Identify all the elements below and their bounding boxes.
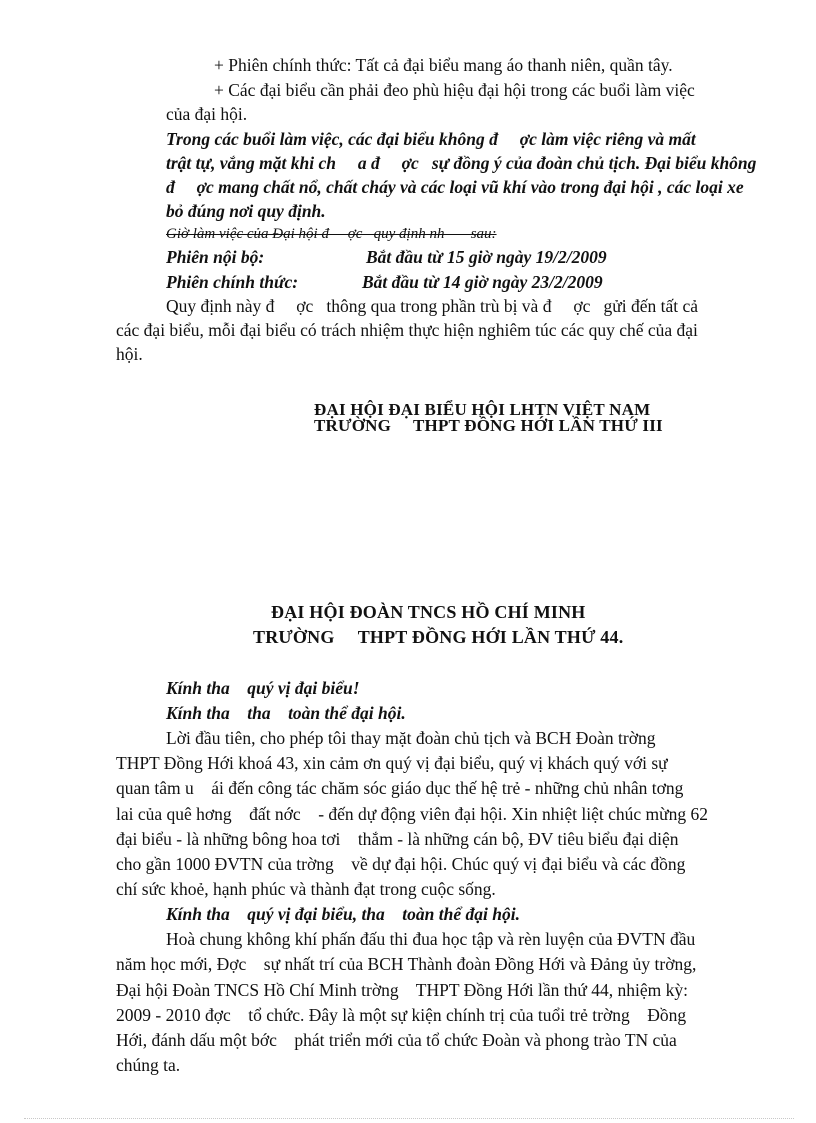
speech-line: 2009 - 2010 đợc tổ chức. Đây là một sự kiện chính trị của tuổi trẻ trờng Đồng — [116, 1005, 687, 1025]
speech-title: ĐẠI HỘI ĐOÀN TNCS HỒ CHÍ MINH — [271, 602, 586, 622]
speech-line: đại biểu - là những bông hoa tơi thắm - là những cán bộ, ĐV tiêu biểu đại diện — [116, 829, 679, 849]
body-line: Quy định này đ ợc thông qua trong phần trù bị và đ ợc gửi đến tất cả — [166, 296, 698, 316]
speech-line: Lời đầu tiên, cho phép tôi thay mặt đoàn chủ tịch và BCH Đoàn trờng — [166, 728, 656, 748]
bullet-line: + Các đại biểu cần phải đeo phù hiệu đại hội trong các buổi làm việc — [214, 80, 695, 100]
signature-title: TRƯỜNG THPT ĐỒNG HỚI LẦN THỨ III — [314, 416, 663, 435]
session-label: Phiên chính thức: — [166, 272, 299, 292]
speech-line: Hoà chung không khí phấn đấu thi đua học tập và rèn luyện của ĐVTN đầu — [166, 929, 696, 949]
session-time: Bắt đầu từ 15 giờ ngày 19/2/2009 — [366, 247, 607, 267]
page-bottom-divider — [24, 1118, 794, 1119]
body-line: hội. — [116, 344, 143, 364]
rule-line: đ ợc mang chất nổ, chất cháy và các loại vũ khí vào trong đại hội , các loại xe — [166, 177, 744, 197]
body-line: các đại biểu, mỗi đại biểu có trách nhiệm thực hiện nghiêm túc các quy chế của đại — [116, 320, 698, 340]
speech-line: Đại hội Đoàn TNCS Hồ Chí Minh trờng THPT Đồng Hới lần thứ 44, nhiệm kỳ: — [116, 980, 688, 1000]
speech-line: chí sức khoẻ, hạnh phúc và thành đạt trong cuộc sống. — [116, 879, 496, 899]
speech-line: năm học mới, Đợc sự nhất trí của BCH Thành đoàn Đồng Hới và Đảng ủy trờng, — [116, 954, 697, 974]
greeting: Kính tha quý vị đại biểu! — [166, 678, 360, 698]
greeting: Kính tha quý vị đại biểu, tha toàn thể đại hội. — [166, 904, 520, 924]
session-time: Bắt đầu từ 14 giờ ngày 23/2/2009 — [362, 272, 603, 292]
speech-line: cho gần 1000 ĐVTN của trờng về dự đại hội. Chúc quý vị đại biểu và các đồng — [116, 854, 686, 874]
speech-line: quan tâm u ái đến công tác chăm sóc giáo dục thế hệ trẻ - những chủ nhân tơng — [116, 778, 684, 798]
speech-line: THPT Đồng Hới khoá 43, xin cảm ơn quý vị đại biểu, quý vị khách quý với sự — [116, 753, 668, 773]
schedule-heading: Giờ làm việc của Đại hội đ ợc quy định nh sau: — [166, 226, 497, 242]
speech-line: lai của quê hơng đất nớc - đến dự động viên đại hội. Xin nhiệt liệt chúc mừng 62 — [116, 804, 709, 824]
greeting: Kính tha tha toàn thể đại hội. — [166, 703, 406, 723]
rule-line: bỏ đúng nơi quy định. — [166, 201, 326, 221]
speech-title: TRƯỜNG THPT ĐỒNG HỚI LẦN THỨ 44. — [253, 627, 624, 647]
signature-title: ĐẠI HỘI ĐẠI BIỂU HỘI LHTN VIỆT NAM — [314, 400, 651, 419]
rule-line: Trong các buổi làm việc, các đại biểu không đ ợc làm việc riêng và mất — [166, 129, 696, 149]
body-line: của đại hội. — [166, 104, 248, 124]
session-label: Phiên nội bộ: — [166, 247, 265, 267]
rule-line: trật tự, vắng mặt khi ch a đ ợc sự đồng ý của đoàn chủ tịch. Đại biểu không — [166, 153, 757, 173]
speech-line: chúng ta. — [116, 1055, 181, 1075]
bullet-line: + Phiên chính thức: Tất cả đại biểu mang áo thanh niên, quần tây. — [214, 55, 673, 75]
speech-line: Hới, đánh dấu một bớc phát triển mới của tổ chức Đoàn và phong trào TN của — [116, 1030, 677, 1050]
